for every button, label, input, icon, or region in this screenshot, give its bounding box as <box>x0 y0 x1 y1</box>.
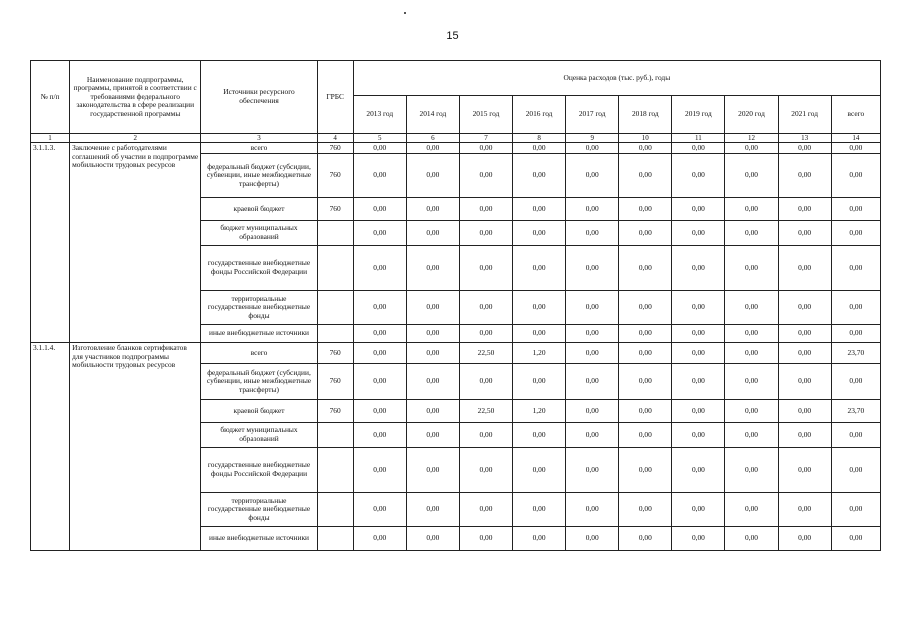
value-cell: 22,50 <box>459 343 512 364</box>
header-year-8: 2021 год <box>778 96 831 134</box>
value-cell: 0,00 <box>672 527 725 551</box>
funding-source: бюджет муниципальных образований <box>201 221 317 246</box>
value-cell: 1,20 <box>513 343 566 364</box>
value-cell: 0,00 <box>353 325 406 343</box>
value-cell: 0,00 <box>725 325 778 343</box>
value-cell: 0,00 <box>778 448 831 493</box>
value-cell: 0,00 <box>459 143 512 154</box>
value-cell: 0,00 <box>725 198 778 221</box>
grbs-code <box>317 291 353 325</box>
value-cell: 0,00 <box>459 527 512 551</box>
value-cell: 0,00 <box>778 291 831 325</box>
table-row <box>31 343 881 364</box>
grbs-code: 760 <box>317 364 353 400</box>
value-cell: 0,00 <box>406 154 459 198</box>
column-number: 5 <box>353 134 406 143</box>
header-col-estimate: Оценка расходов (тыс. руб.), годы <box>353 61 880 96</box>
value-cell: 0,00 <box>353 343 406 364</box>
value-cell: 0,00 <box>672 364 725 400</box>
value-cell: 0,00 <box>353 448 406 493</box>
value-cell: 0,00 <box>566 221 619 246</box>
value-cell: 0,00 <box>619 325 672 343</box>
value-cell: 0,00 <box>725 143 778 154</box>
value-cell: 0,00 <box>566 400 619 423</box>
value-cell: 0,00 <box>672 448 725 493</box>
column-number: 14 <box>831 134 880 143</box>
header-year-4: 2017 год <box>566 96 619 134</box>
value-cell: 0,00 <box>406 143 459 154</box>
column-number: 10 <box>619 134 672 143</box>
value-cell: 0,00 <box>566 493 619 527</box>
funding-source: всего <box>201 343 317 364</box>
value-cell: 0,00 <box>672 246 725 291</box>
value-cell: 0,00 <box>619 246 672 291</box>
value-cell: 0,00 <box>566 448 619 493</box>
value-cell: 0,00 <box>778 143 831 154</box>
value-cell: 0,00 <box>672 325 725 343</box>
value-cell: 0,00 <box>672 423 725 448</box>
value-cell: 0,00 <box>459 448 512 493</box>
value-cell: 0,00 <box>353 154 406 198</box>
value-cell: 0,00 <box>459 198 512 221</box>
column-number: 11 <box>672 134 725 143</box>
value-cell: 0,00 <box>778 343 831 364</box>
column-number: 4 <box>317 134 353 143</box>
value-cell: 0,00 <box>619 343 672 364</box>
value-cell: 0,00 <box>831 221 880 246</box>
value-cell: 0,00 <box>831 143 880 154</box>
value-cell: 0,00 <box>619 221 672 246</box>
grbs-code: 760 <box>317 400 353 423</box>
row-code: 3.1.1.3. <box>31 143 70 343</box>
value-cell: 0,00 <box>513 221 566 246</box>
header-year-9: всего <box>831 96 880 134</box>
value-cell: 0,00 <box>353 493 406 527</box>
header-col-source: Источники ресурсного обеспечения <box>201 61 317 134</box>
value-cell: 0,00 <box>831 325 880 343</box>
header-col-grbs: ГРБС <box>317 61 353 134</box>
header-col-no: № п/п <box>31 61 70 134</box>
value-cell: 0,00 <box>406 448 459 493</box>
column-number: 8 <box>513 134 566 143</box>
funding-source: территориальные государственные внебюджетные фонды <box>201 493 317 527</box>
value-cell: 0,00 <box>353 527 406 551</box>
value-cell: 23,70 <box>831 343 880 364</box>
value-cell: 0,00 <box>619 448 672 493</box>
value-cell: 0,00 <box>513 325 566 343</box>
value-cell: 0,00 <box>406 400 459 423</box>
funding-source: государственные внебюджетные фонды Российской Федерации <box>201 246 317 291</box>
value-cell: 0,00 <box>353 143 406 154</box>
value-cell: 0,00 <box>406 198 459 221</box>
value-cell: 0,00 <box>459 221 512 246</box>
value-cell: 0,00 <box>672 198 725 221</box>
grbs-code: 760 <box>317 154 353 198</box>
value-cell: 0,00 <box>619 291 672 325</box>
value-cell: 0,00 <box>566 143 619 154</box>
value-cell: 0,00 <box>778 493 831 527</box>
value-cell: 0,00 <box>619 143 672 154</box>
value-cell: 0,00 <box>778 198 831 221</box>
value-cell: 0,00 <box>513 143 566 154</box>
scan-speck <box>404 12 406 14</box>
value-cell: 0,00 <box>353 400 406 423</box>
value-cell: 0,00 <box>566 423 619 448</box>
table-row <box>31 143 881 154</box>
value-cell: 0,00 <box>831 423 880 448</box>
value-cell: 0,00 <box>725 364 778 400</box>
value-cell: 0,00 <box>725 400 778 423</box>
value-cell: 0,00 <box>725 221 778 246</box>
value-cell: 0,00 <box>513 246 566 291</box>
column-number: 2 <box>70 134 201 143</box>
value-cell: 0,00 <box>672 343 725 364</box>
value-cell: 0,00 <box>353 423 406 448</box>
header-year-0: 2013 год <box>353 96 406 134</box>
value-cell: 0,00 <box>406 423 459 448</box>
value-cell: 0,00 <box>725 246 778 291</box>
funding-source: федеральный бюджет (субсидии, субвенции, иные межбюджетные трансферты) <box>201 154 317 198</box>
value-cell: 0,00 <box>831 154 880 198</box>
value-cell: 0,00 <box>619 493 672 527</box>
grbs-code: 760 <box>317 343 353 364</box>
funding-source: краевой бюджет <box>201 400 317 423</box>
value-cell: 0,00 <box>778 154 831 198</box>
value-cell: 0,00 <box>513 527 566 551</box>
value-cell: 0,00 <box>672 493 725 527</box>
value-cell: 0,00 <box>566 198 619 221</box>
value-cell: 0,00 <box>619 154 672 198</box>
grbs-code: 760 <box>317 198 353 221</box>
value-cell: 0,00 <box>459 154 512 198</box>
row-name: Изготовление бланков сертификатов для участников подпрограммы мобильности трудовых ресурсов <box>70 343 201 551</box>
funding-source: иные внебюджетные источники <box>201 325 317 343</box>
value-cell: 0,00 <box>831 291 880 325</box>
header-year-7: 2020 год <box>725 96 778 134</box>
value-cell: 0,00 <box>672 221 725 246</box>
value-cell: 0,00 <box>513 291 566 325</box>
column-number: 9 <box>566 134 619 143</box>
value-cell: 23,70 <box>831 400 880 423</box>
value-cell: 1,20 <box>513 400 566 423</box>
value-cell: 0,00 <box>566 246 619 291</box>
header-year-3: 2016 год <box>513 96 566 134</box>
value-cell: 0,00 <box>725 448 778 493</box>
funding-source: федеральный бюджет (субсидии, субвенции, иные межбюджетные трансферты) <box>201 364 317 400</box>
value-cell: 0,00 <box>566 291 619 325</box>
column-number: 3 <box>201 134 317 143</box>
grbs-code <box>317 221 353 246</box>
value-cell: 0,00 <box>406 364 459 400</box>
value-cell: 22,50 <box>459 400 512 423</box>
value-cell: 0,00 <box>725 493 778 527</box>
value-cell: 0,00 <box>566 343 619 364</box>
header-year-1: 2014 год <box>406 96 459 134</box>
value-cell: 0,00 <box>672 154 725 198</box>
column-number: 12 <box>725 134 778 143</box>
value-cell: 0,00 <box>459 291 512 325</box>
value-cell: 0,00 <box>831 246 880 291</box>
row-name: Заключение с работодателями соглашений об участии в подпрограмме мобильности трудовых ресурсов <box>70 143 201 343</box>
column-number: 1 <box>31 134 70 143</box>
column-number: 7 <box>459 134 512 143</box>
value-cell: 0,00 <box>513 448 566 493</box>
value-cell: 0,00 <box>831 527 880 551</box>
value-cell: 0,00 <box>725 527 778 551</box>
value-cell: 0,00 <box>459 493 512 527</box>
value-cell: 0,00 <box>406 221 459 246</box>
value-cell: 0,00 <box>778 527 831 551</box>
grbs-code <box>317 448 353 493</box>
value-cell: 0,00 <box>725 154 778 198</box>
value-cell: 0,00 <box>406 291 459 325</box>
grbs-code <box>317 493 353 527</box>
value-cell: 0,00 <box>406 493 459 527</box>
header-year-6: 2019 год <box>672 96 725 134</box>
funding-source: государственные внебюджетные фонды Российской Федерации <box>201 448 317 493</box>
value-cell: 0,00 <box>778 423 831 448</box>
value-cell: 0,00 <box>619 423 672 448</box>
value-cell: 0,00 <box>566 527 619 551</box>
value-cell: 0,00 <box>566 154 619 198</box>
funding-source: территориальные государственные внебюджетные фонды <box>201 291 317 325</box>
column-number: 13 <box>778 134 831 143</box>
page-number: 15 <box>446 30 459 42</box>
funding-source: иные внебюджетные источники <box>201 527 317 551</box>
value-cell: 0,00 <box>831 198 880 221</box>
grbs-code <box>317 423 353 448</box>
value-cell: 0,00 <box>406 325 459 343</box>
value-cell: 0,00 <box>459 423 512 448</box>
funding-source: всего <box>201 143 317 154</box>
value-cell: 0,00 <box>778 325 831 343</box>
grbs-code <box>317 246 353 291</box>
value-cell: 0,00 <box>353 246 406 291</box>
header-year-2: 2015 год <box>459 96 512 134</box>
value-cell: 0,00 <box>725 423 778 448</box>
grbs-code: 760 <box>317 143 353 154</box>
funding-source: бюджет муниципальных образований <box>201 423 317 448</box>
budget-table <box>30 60 881 551</box>
value-cell: 0,00 <box>778 221 831 246</box>
value-cell: 0,00 <box>672 291 725 325</box>
value-cell: 0,00 <box>406 527 459 551</box>
value-cell: 0,00 <box>353 221 406 246</box>
value-cell: 0,00 <box>831 448 880 493</box>
value-cell: 0,00 <box>566 325 619 343</box>
value-cell: 0,00 <box>353 364 406 400</box>
value-cell: 0,00 <box>619 400 672 423</box>
value-cell: 0,00 <box>619 527 672 551</box>
value-cell: 0,00 <box>513 198 566 221</box>
value-cell: 0,00 <box>459 364 512 400</box>
value-cell: 0,00 <box>513 364 566 400</box>
row-code: 3.1.1.4. <box>31 343 70 551</box>
value-cell: 0,00 <box>566 364 619 400</box>
value-cell: 0,00 <box>353 198 406 221</box>
value-cell: 0,00 <box>725 291 778 325</box>
value-cell: 0,00 <box>778 364 831 400</box>
value-cell: 0,00 <box>725 343 778 364</box>
value-cell: 0,00 <box>459 325 512 343</box>
value-cell: 0,00 <box>619 364 672 400</box>
value-cell: 0,00 <box>672 400 725 423</box>
header-year-5: 2018 год <box>619 96 672 134</box>
value-cell: 0,00 <box>406 343 459 364</box>
value-cell: 0,00 <box>831 364 880 400</box>
value-cell: 0,00 <box>406 246 459 291</box>
value-cell: 0,00 <box>778 400 831 423</box>
value-cell: 0,00 <box>513 423 566 448</box>
grbs-code <box>317 325 353 343</box>
header-col-name: Наименование подпрограммы, программы, принятой в соответствии с требованиями федерального законодательства в сфере реализации государственной программы <box>70 61 201 134</box>
value-cell: 0,00 <box>672 143 725 154</box>
value-cell: 0,00 <box>459 246 512 291</box>
grbs-code <box>317 527 353 551</box>
value-cell: 0,00 <box>778 246 831 291</box>
value-cell: 0,00 <box>353 291 406 325</box>
column-number: 6 <box>406 134 459 143</box>
value-cell: 0,00 <box>831 493 880 527</box>
value-cell: 0,00 <box>513 493 566 527</box>
value-cell: 0,00 <box>513 154 566 198</box>
value-cell: 0,00 <box>619 198 672 221</box>
funding-source: краевой бюджет <box>201 198 317 221</box>
